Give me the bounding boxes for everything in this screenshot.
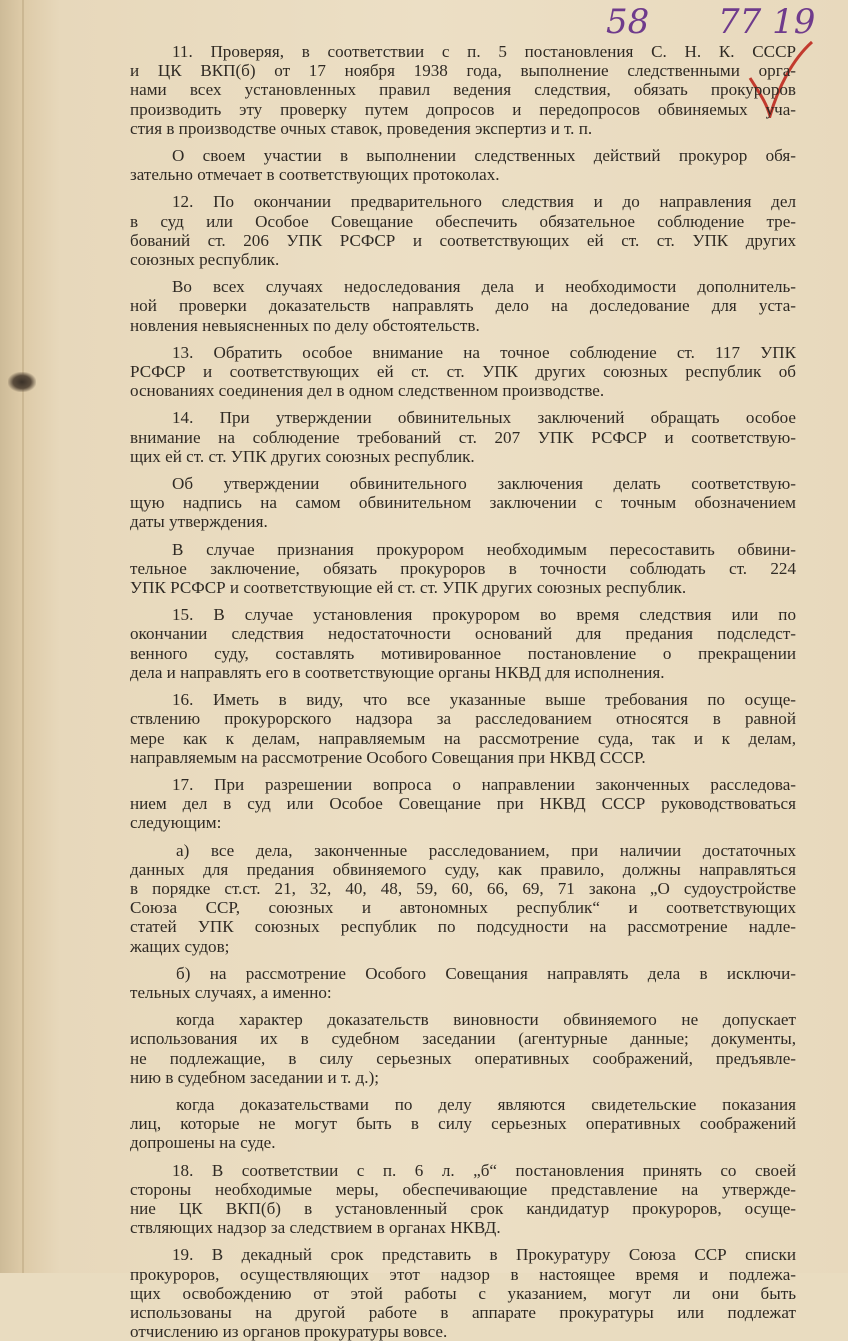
paragraph-p17d <box>130 1095 796 1153</box>
paragraph-gap <box>130 400 796 408</box>
text-line: лиц, которые не могут быть в силу серьезных оперативных соображений <box>130 1114 796 1134</box>
text-line: ствлению прокурорского надзора за расследованием относятся в равной <box>130 709 796 729</box>
paragraph-gap <box>130 1153 796 1161</box>
text-line: 12. По окончании предварительного следствия и до направления дел <box>172 192 796 212</box>
paragraph-gap <box>130 1087 796 1095</box>
paragraph-p12 <box>130 192 796 269</box>
paragraph-gap <box>130 184 796 192</box>
text-line: ной проверки доказательств направлять дело на доследование для уста- <box>130 296 796 316</box>
text-line: В случае признания прокурором необходимым пересоставить обвини- <box>172 539 796 559</box>
text-line: когда доказательствами по делу являются свидетельские показания <box>176 1094 796 1114</box>
text-line: ние ЦК ВКП(б) в установленный срок кандидатур прокуроров, осуще- <box>130 1198 796 1218</box>
text-line: союзных республик. <box>130 250 280 270</box>
binding-fold <box>22 0 24 1273</box>
paragraph-p17c <box>130 1010 796 1087</box>
text-line: б) на рассмотрение Особого Совещания направлять дела в исключи- <box>176 963 796 983</box>
paragraph-p11 <box>130 42 796 138</box>
text-line: в порядке ст.ст. 21, 32, 40, 48, 59, 60, 66, 69, 71 закона „О судоустройстве <box>130 878 796 898</box>
text-line: щую надпись на самом обвинительном заключении с точным обозначением <box>130 493 796 513</box>
paragraph-p12b <box>130 277 796 335</box>
paragraph-gap <box>130 1002 796 1010</box>
text-line: стороны необходимые меры, обеспечивающие представление на утвержде- <box>130 1179 796 1199</box>
paragraph-gap <box>130 269 796 277</box>
paragraph-gap <box>130 138 796 146</box>
text-line: УПК РСФСР и соответствующие ей ст. ст. УПК других союзных республик. <box>130 578 687 598</box>
text-line: производить эту проверку путем допросов и передопросов обвиняемых уча- <box>130 99 796 119</box>
paragraph-p17a <box>130 841 796 956</box>
text-line: Союза ССР, союзных и автономных республик“ и соответствующих <box>130 898 796 918</box>
paragraph-p18 <box>130 1161 796 1238</box>
text-line: направляемым на рассмотрение Особого Совещания при НКВД СССР. <box>130 747 646 767</box>
text-line: нием дел в суд или Особое Совещание при НКВД СССР руководствоваться <box>130 794 796 814</box>
handwritten-page-number: 58 <box>606 2 650 42</box>
text-line: Об утверждении обвинительного заключения делать соответствую- <box>172 474 796 494</box>
paragraph-p14b <box>130 474 796 532</box>
text-line: тельных случаях, а именно: <box>130 982 332 1002</box>
text-line: бований ст. 206 УПК РСФСР и соответствующих ей ст. ст. УПК других <box>130 230 796 250</box>
text-line: окончании следствия недостаточности оснований для предания подследст- <box>130 624 796 644</box>
paragraph-p13 <box>130 343 796 401</box>
text-line: не подлежащие, в силу серьезных оперативных соображений, предъявле- <box>130 1048 796 1068</box>
paragraph-p11b <box>130 146 796 184</box>
text-line: когда характер доказательств виновности обвиняемого не допускает <box>176 1010 796 1030</box>
text-line: венного суду, составлять мотивированное постановление о прекращении <box>130 643 796 663</box>
text-line: тельное заключение, обязать прокуроров в точности соблюдать ст. 224 <box>130 558 796 578</box>
text-line: Во всех случаях недоследования дела и необходимости дополнитель- <box>172 277 796 297</box>
text-line: 19. В декадный срок представить в Прокуратуру Союза ССР списки <box>172 1245 796 1265</box>
text-line: данных для предания обвиняемого суду, как правило, должны направляться <box>130 859 796 879</box>
text-line: 11. Проверяя, в соответствии с п. 5 постановления С. Н. К. СССР <box>172 42 796 61</box>
paragraph-gap <box>130 1237 796 1245</box>
paragraph-gap <box>130 597 796 605</box>
binding-hole <box>8 372 36 392</box>
text-line: щих освобождению от этой работы с указанием, могут ли они быть <box>130 1283 796 1303</box>
text-line: отчислению из органов прокуратуры вовсе. <box>130 1322 448 1341</box>
paragraph-gap <box>130 767 796 775</box>
text-line: ствляющих надзор за следствием в органах НКВД. <box>130 1218 501 1238</box>
paragraph-gap <box>130 833 796 841</box>
text-line: новления невыясненных по делу обстоятельств. <box>130 315 480 335</box>
text-line: допрошены на суде. <box>130 1133 276 1153</box>
text-line: а) все дела, законченные расследованием, при наличии достаточных <box>176 840 796 860</box>
paragraph-p14 <box>130 408 796 466</box>
handwritten-archive-number: 77 19 <box>718 2 816 42</box>
paragraph-gap <box>130 682 796 690</box>
paragraph-p19 <box>130 1245 796 1341</box>
text-line: жащих судов; <box>130 936 230 956</box>
paragraph-p15 <box>130 605 796 682</box>
text-line: зательно отмечает в соответствующих протоколах. <box>130 165 500 185</box>
text-line: стия в производстве очных ставок, проведения экспертиз и т. п. <box>130 118 593 138</box>
text-line: и ЦК ВКП(б) от 17 ноября 1938 года, выполнение следственными орга- <box>130 61 796 81</box>
text-line: 17. При разрешении вопроса о направлении законченных расследова- <box>172 774 796 794</box>
text-line: 15. В случае установления прокурором во время следствия или по <box>172 605 796 625</box>
text-line: 13. Обратить особое внимание на точное соблюдение ст. 117 УПК <box>172 342 796 362</box>
text-line: О своем участии в выполнении следственных действий прокурор обя- <box>172 146 796 166</box>
paragraph-gap <box>130 956 796 964</box>
paragraph-p17b <box>130 964 796 1002</box>
text-line: щих ей ст. ст. УПК других союзных республик. <box>130 446 475 466</box>
text-line: внимание на соблюдение требований ст. 207 УПК РСФСР и соответствую- <box>130 427 796 447</box>
document-body <box>130 42 796 1341</box>
text-line: использованы на другой работе в аппарате прокуратуры или подлежат <box>130 1302 796 1322</box>
text-line: даты утверждения. <box>130 512 268 532</box>
text-line: использования их в судебном заседании (агентурные данные; документы, <box>130 1029 796 1049</box>
text-line: нами всех установленных правил ведения следствия, обязать прокуроров <box>130 80 796 100</box>
text-line: 18. В соответствии с п. 6 л. „б“ постановления принять со своей <box>172 1160 796 1180</box>
text-line: статей УПК союзных республик по подсудности на рассмотрение надле- <box>130 917 796 937</box>
paragraph-p14c <box>130 540 796 598</box>
text-line: основаниях соединения дел в одном следственном производстве. <box>130 381 605 401</box>
text-line: прокуроров, осуществляющих этот надзор в настоящее время и подлежа- <box>130 1264 796 1284</box>
text-line: нию в судебном заседании и т. д.); <box>130 1067 380 1087</box>
text-line: 14. При утверждении обвинительных заключений обращать особое <box>172 408 796 428</box>
text-line: дела и направлять его в соответствующие органы НКВД для исполнения. <box>130 662 665 682</box>
paragraph-p17 <box>130 775 796 833</box>
text-line: следующим: <box>130 813 222 833</box>
paragraph-gap <box>130 466 796 474</box>
text-line: мере как к делам, направляемым на рассмотрение суда, так и к делам, <box>130 728 796 748</box>
text-line: 16. Иметь в виду, что все указанные выше требования по осуще- <box>172 690 796 710</box>
paragraph-gap <box>130 335 796 343</box>
paragraph-p16 <box>130 690 796 767</box>
text-line: в суд или Особое Совещание обеспечить обязательное соблюдение тре- <box>130 211 796 231</box>
paragraph-gap <box>130 532 796 540</box>
text-line: РСФСР и соответствующих ей ст. ст. УПК других союзных республик об <box>130 362 796 382</box>
